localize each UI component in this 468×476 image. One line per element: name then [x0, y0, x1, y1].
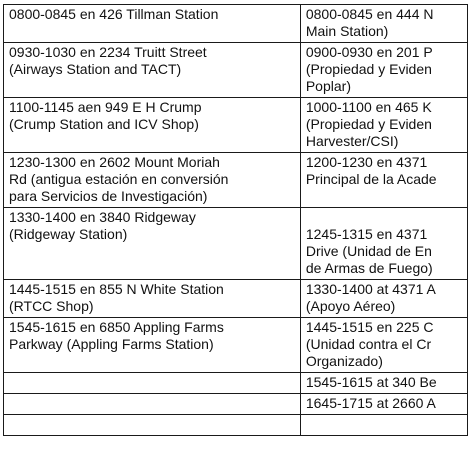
table-cell-left	[4, 280, 301, 318]
schedule-table-body	[4, 5, 468, 436]
table-row	[4, 153, 468, 208]
cell-text-line: 0800-0845 en 444 N	[305, 6, 434, 22]
cell-text-line: 1245-1315 en 4371	[305, 226, 428, 242]
cell-text-line: Poplar)	[305, 78, 351, 94]
cell-text-line: de Armas de Fuego)	[305, 260, 433, 276]
table-cell-left	[4, 208, 301, 280]
cell-text-line: (Airways Station and TACT)	[9, 61, 182, 77]
table-row	[4, 43, 468, 98]
cell-text-line	[9, 416, 297, 433]
cell-text-line: 1445-1515 en 855 N White Station	[9, 281, 224, 297]
cell-text-line	[9, 374, 297, 391]
cell-text-line: Parkway (Appling Farms Station)	[9, 336, 214, 352]
table-cell-right	[300, 153, 467, 208]
cell-text-line: Harvester/CSI)	[305, 133, 399, 149]
table-cell-left	[4, 43, 301, 98]
table-cell-right	[300, 280, 467, 318]
cell-text-line: 1230-1300 en 2602 Mount Moriah	[9, 154, 220, 170]
cell-text-line: (Apoyo Aéreo)	[305, 298, 396, 314]
cell-text-line: Drive (Unidad de En	[305, 243, 432, 259]
table-cell-right	[300, 373, 467, 394]
cell-text-line: (Crump Station and ICV Shop)	[9, 116, 199, 132]
cell-text-line: 1100-1145 aen 949 E H Crump	[9, 99, 202, 115]
cell-text-line: 1545-1615 at 340 Be	[305, 374, 437, 390]
table-cell-left	[4, 98, 301, 153]
cell-text-line: 1645-1715 at 2660 A	[305, 395, 436, 411]
table-cell-left	[4, 318, 301, 373]
cell-text-line: (Propiedad y Eviden	[305, 61, 432, 77]
cell-text-line: 1330-1400 at 4371 A	[305, 281, 436, 297]
table-cell-left	[4, 5, 301, 43]
table-row	[4, 415, 468, 436]
cell-text-line: 1330-1400 en 3840 Ridgeway	[9, 209, 196, 225]
cell-text-line: (RTCC Shop)	[9, 298, 94, 314]
table-cell-right	[300, 415, 467, 436]
table-cell-right	[300, 98, 467, 153]
cell-text-line: Organizado)	[305, 353, 383, 369]
table-cell-right	[300, 43, 467, 98]
table-row	[4, 394, 468, 415]
cell-text-line: 1445-1515 en 225 C	[305, 319, 434, 335]
schedule-table	[3, 4, 468, 436]
table-row	[4, 373, 468, 394]
cell-text-line: 0900-0930 en 201 P	[305, 44, 433, 60]
cell-text-line: 0930-1030 en 2234 Truitt Street	[9, 44, 207, 60]
table-cell-right	[300, 5, 467, 43]
cell-text-line: 1200-1230 en 4371	[305, 154, 428, 170]
table-cell-left	[4, 373, 301, 394]
cell-text-line	[9, 395, 297, 412]
table-cell-left	[4, 394, 301, 415]
table-cell-left	[4, 415, 301, 436]
cell-text-line	[306, 416, 464, 433]
table-row	[4, 280, 468, 318]
table-row	[4, 208, 468, 280]
table-row	[4, 5, 468, 43]
cell-text-line: (Propiedad y Eviden	[305, 116, 432, 132]
table-cell-right	[300, 208, 467, 280]
cell-text-line	[306, 209, 464, 226]
cell-text-line: 0800-0845 en 426 Tillman Station	[9, 6, 219, 22]
cell-text-line: Main Station)	[305, 23, 389, 39]
table-cell-right	[300, 318, 467, 373]
table-cell-left	[4, 153, 301, 208]
cell-text-line: Principal de la Acade	[305, 171, 437, 187]
cell-text-line: (Ridgeway Station)	[9, 226, 128, 242]
cell-text-line: 1545-1615 en 6850 Appling Farms	[9, 319, 224, 335]
cell-text-line: para Servicios de Investigación)	[9, 188, 208, 204]
cell-text-line: Rd (antigua estación en conversión	[9, 171, 229, 187]
cell-text-line: 1000-1100 en 465 K	[305, 99, 432, 115]
table-row	[4, 318, 468, 373]
table-row	[4, 98, 468, 153]
cell-text-line: (Unidad contra el Cr	[305, 336, 432, 352]
table-cell-right	[300, 394, 467, 415]
